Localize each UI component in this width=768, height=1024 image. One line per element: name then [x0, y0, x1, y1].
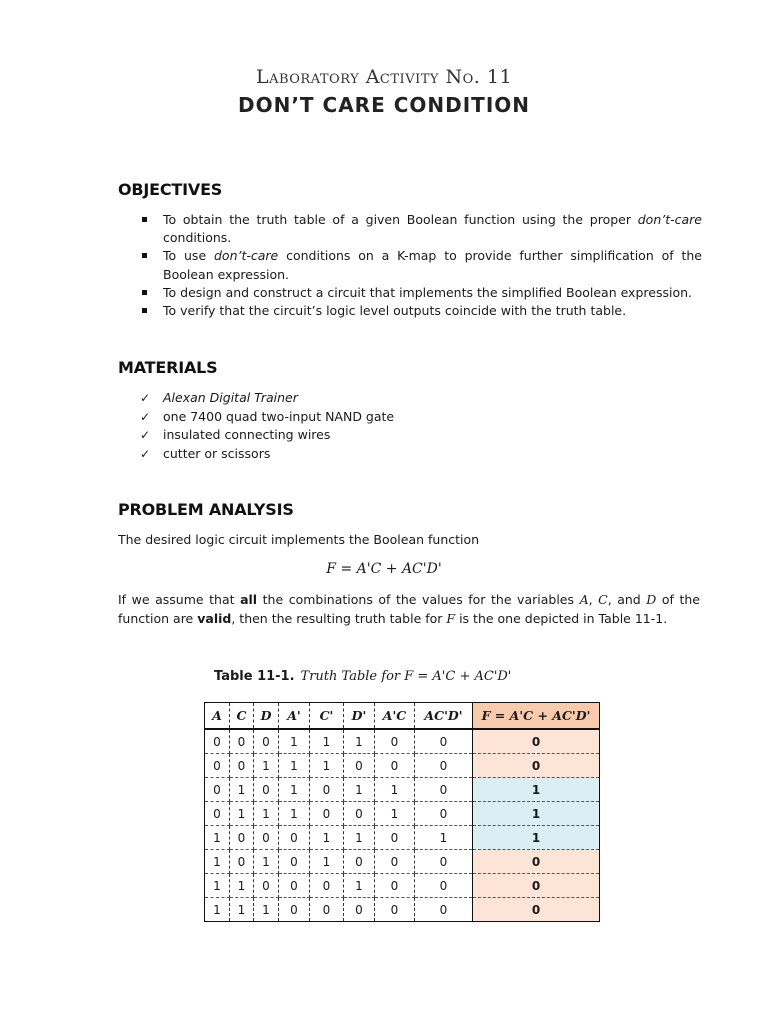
cell-output-f: 0 — [473, 898, 600, 922]
cell-not-a: 0 — [279, 826, 310, 850]
cell-not-d: 0 — [344, 754, 375, 778]
cell-d: 0 — [254, 874, 279, 898]
problem-intro: The desired logic circuit implements the Boolean function — [118, 532, 480, 547]
objective-item: To design and construct a circuit that implements the simplified Boolean expression. — [140, 284, 702, 302]
table-row — [205, 850, 600, 874]
cell-not-a-c: 1 — [375, 778, 415, 802]
table-header-row — [205, 703, 600, 730]
cell-a-not-c-not-d: 0 — [415, 874, 473, 898]
cell-not-c: 0 — [310, 802, 344, 826]
table-row — [205, 898, 600, 922]
cell-a-not-c-not-d: 0 — [415, 850, 473, 874]
materials-list — [140, 389, 540, 463]
header-output-f: F = A'C + AC'D' — [473, 703, 600, 730]
cell-output-f: 1 — [473, 826, 600, 850]
cell-a-not-c-not-d: 0 — [415, 802, 473, 826]
bullet-square-icon — [142, 308, 147, 313]
cell-a: 0 — [205, 778, 230, 802]
table-row — [205, 729, 600, 754]
cell-not-c: 1 — [310, 729, 344, 754]
cell-not-a-c: 0 — [375, 754, 415, 778]
cell-c: 0 — [230, 754, 254, 778]
material-item: ✓ insulated connecting wires — [140, 426, 540, 445]
cell-output-f: 0 — [473, 729, 600, 754]
cell-not-a-c: 0 — [375, 850, 415, 874]
header-not-d: D' — [344, 703, 375, 730]
checkmark-icon: ✓ — [140, 446, 151, 461]
cell-output-f: 0 — [473, 874, 600, 898]
cell-not-d: 1 — [344, 826, 375, 850]
cell-not-d: 1 — [344, 778, 375, 802]
objectives-heading: OBJECTIVES — [118, 180, 223, 199]
cell-d: 1 — [254, 898, 279, 922]
checkmark-icon: ✓ — [140, 428, 151, 442]
truth-table — [204, 702, 600, 922]
cell-c: 0 — [230, 826, 254, 850]
cell-a: 0 — [205, 802, 230, 826]
objective-item: To obtain the truth table of a given Boolean function using the proper don’t-care conditions. — [140, 211, 702, 247]
cell-c: 0 — [230, 850, 254, 874]
lab-activity-title: DON’T CARE CONDITION — [237, 93, 530, 117]
cell-not-a: 1 — [279, 802, 310, 826]
header-not-a: A' — [279, 703, 310, 730]
header-c: C — [230, 703, 254, 730]
cell-a: 0 — [205, 729, 230, 754]
cell-d: 0 — [254, 729, 279, 754]
checkmark-icon: ✓ — [140, 391, 151, 405]
cell-not-a: 0 — [279, 850, 310, 874]
cell-a: 1 — [205, 898, 230, 922]
bullet-square-icon — [142, 290, 147, 295]
problem-analysis-heading: PROBLEM ANALYSIS — [118, 500, 294, 519]
table-caption-text: Truth Table for F = A'C + AC'D' — [300, 669, 512, 684]
header-not-c: C' — [310, 703, 344, 730]
objectives-list — [140, 211, 702, 320]
cell-d: 1 — [254, 850, 279, 874]
cell-not-a: 1 — [279, 754, 310, 778]
cell-output-f: 1 — [473, 802, 600, 826]
bullet-square-icon — [142, 253, 147, 258]
cell-d: 1 — [254, 802, 279, 826]
cell-c: 1 — [230, 802, 254, 826]
table-row — [205, 826, 600, 850]
material-item: ✓ cutter or scissors — [140, 445, 540, 464]
cell-not-a: 1 — [279, 729, 310, 754]
cell-not-c: 1 — [310, 826, 344, 850]
cell-not-d: 1 — [344, 729, 375, 754]
cell-not-c: 1 — [310, 754, 344, 778]
cell-not-a-c: 0 — [375, 729, 415, 754]
cell-c: 1 — [230, 874, 254, 898]
header-not-a-c: A'C — [375, 703, 415, 730]
cell-a-not-c-not-d: 0 — [415, 754, 473, 778]
cell-d: 0 — [254, 778, 279, 802]
cell-c: 1 — [230, 778, 254, 802]
cell-c: 0 — [230, 729, 254, 754]
material-item: ✓ Alexan Digital Trainer — [140, 389, 540, 408]
cell-a-not-c-not-d: 1 — [415, 826, 473, 850]
cell-a: 1 — [205, 874, 230, 898]
cell-not-a-c: 0 — [375, 826, 415, 850]
cell-a-not-c-not-d: 0 — [415, 729, 473, 754]
cell-not-a: 1 — [279, 778, 310, 802]
problem-paragraph: If we assume that all the combinations of the values for the variables A, C, and D of the function are valid, then the resulting truth table for F is the one depicted in Table 11-1. — [118, 592, 700, 626]
checkmark-icon: ✓ — [140, 409, 151, 424]
cell-c: 1 — [230, 898, 254, 922]
cell-not-c: 0 — [310, 898, 344, 922]
cell-not-d: 1 — [344, 874, 375, 898]
cell-output-f: 0 — [473, 850, 600, 874]
table-row — [205, 874, 600, 898]
cell-not-a-c: 1 — [375, 802, 415, 826]
header-a: A — [205, 703, 230, 730]
cell-not-a-c: 0 — [375, 898, 415, 922]
cell-output-f: 0 — [473, 754, 600, 778]
cell-d: 1 — [254, 754, 279, 778]
cell-not-d: 0 — [344, 898, 375, 922]
cell-not-a: 0 — [279, 898, 310, 922]
cell-a: 1 — [205, 826, 230, 850]
table-row — [205, 778, 600, 802]
cell-a: 0 — [205, 754, 230, 778]
table-caption — [214, 669, 511, 684]
cell-d: 0 — [254, 826, 279, 850]
cell-not-d: 0 — [344, 850, 375, 874]
cell-not-c: 0 — [310, 874, 344, 898]
lab-activity-number: Laboratory Activity No. 11 — [255, 66, 513, 88]
cell-not-c: 0 — [310, 778, 344, 802]
boolean-equation: F = A'C + AC'D' — [326, 561, 442, 577]
objective-item: To verify that the circuit’s logic level outputs coincide with the truth table. — [140, 302, 702, 320]
header-a-not-c-not-d: AC'D' — [415, 703, 473, 730]
cell-output-f: 1 — [473, 778, 600, 802]
cell-not-a: 0 — [279, 874, 310, 898]
table-caption-label: Table 11-1. — [214, 669, 295, 684]
table-row — [205, 802, 600, 826]
materials-heading: MATERIALS — [118, 358, 218, 377]
cell-not-c: 1 — [310, 850, 344, 874]
bullet-square-icon — [142, 217, 147, 222]
cell-not-d: 0 — [344, 802, 375, 826]
objective-item: To use don’t-care conditions on a K-map to provide further simplification of the Boolean expression. — [140, 247, 702, 283]
header-d: D — [254, 703, 279, 730]
table-row — [205, 754, 600, 778]
material-item: ✓ one 7400 quad two-input NAND gate — [140, 408, 540, 427]
cell-a-not-c-not-d: 0 — [415, 778, 473, 802]
cell-a-not-c-not-d: 0 — [415, 898, 473, 922]
cell-a: 1 — [205, 850, 230, 874]
cell-not-a-c: 0 — [375, 874, 415, 898]
